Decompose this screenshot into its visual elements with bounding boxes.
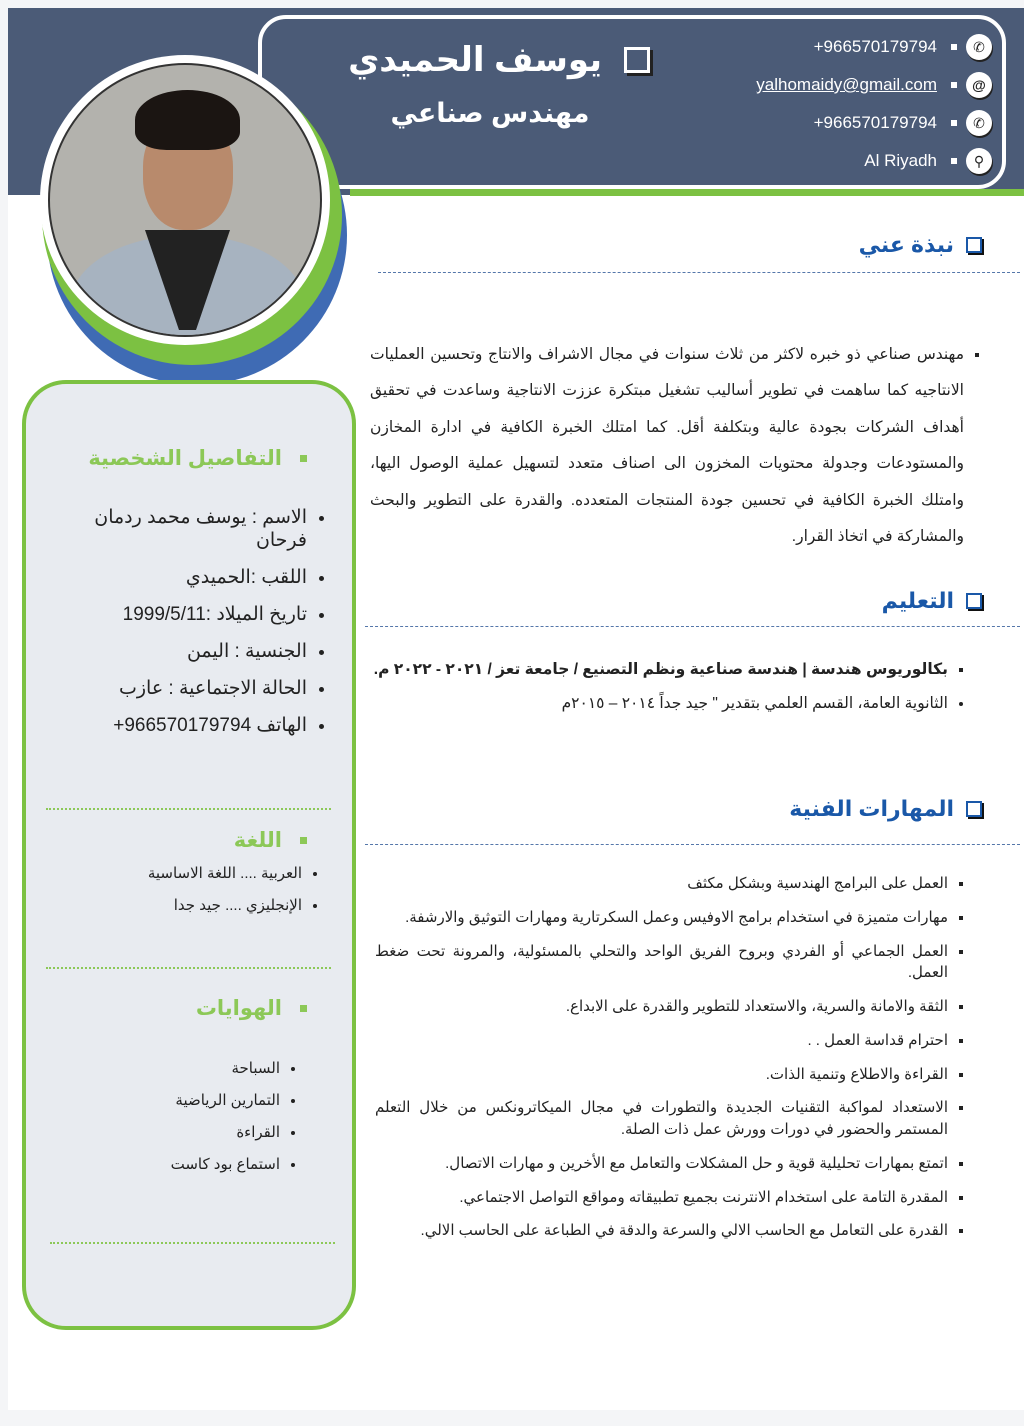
sidebar: [22, 380, 356, 1330]
skill-item: ▪ المقدرة التامة على استخدام الانترنت بجميع تطبيقاته ومواقع التواصل الاجتماعي.: [375, 1187, 948, 1209]
hobbies-heading: [196, 996, 307, 1021]
dotted-divider: [46, 967, 331, 969]
heading-text: اللغة: [233, 829, 282, 852]
phone-icon: ✆: [966, 110, 992, 136]
heading-text: المهارات الفنية: [789, 796, 954, 821]
heading-text: نبذة عني: [858, 232, 954, 257]
hobby-item: • القراءة: [60, 1123, 280, 1141]
skill-item: ▪ العمل على البرامج الهندسية وبشكل مكثف: [375, 873, 948, 895]
personal-detail-item: • اللقب :الحميدي: [67, 566, 307, 589]
bullet-icon: [300, 837, 307, 844]
contact-text: Al Riyadh: [864, 151, 937, 170]
job-title: مهندس صناعي: [390, 98, 590, 128]
contact-row: [692, 28, 992, 66]
hobbies-list: [60, 1059, 280, 1187]
personal-detail-item: • تاريخ الميلاد :1999/5/11: [67, 603, 307, 626]
contact-text: +966570179794: [813, 113, 937, 132]
checkbox-square-icon: [624, 47, 650, 73]
bullet-icon: [951, 158, 957, 164]
education-item: • الثانوية العامة، القسم العلمي بتقدير " جيد جداً ٢٠١٤ – ٢٠١٥م: [365, 693, 948, 715]
language-heading: [234, 828, 307, 853]
contact-list: [692, 28, 992, 180]
personal-details-heading: [88, 446, 307, 471]
checkbox-square-icon: [966, 237, 982, 253]
education-item: ▪ بكالوريوس هندسة | هندسة صناعية ونظم التصنيع / جامعة تعز / ٢٠٢١ - ٢٠٢٢ م.: [365, 659, 948, 681]
heading-text: التفاصيل الشخصية: [88, 447, 282, 470]
skill-item: ▪ اتمتع بمهارات تحليلية قوية و حل المشكلات والتعامل مع الأخرين و مهارات الاتصال.: [375, 1153, 948, 1175]
personal-detail-item: • الاسم : يوسف محمد ردمان فرحان: [67, 506, 307, 552]
at-icon: @: [966, 72, 992, 98]
contact-row: [692, 66, 992, 104]
personal-detail-item: • الهاتف 966570179794+: [67, 714, 307, 737]
name-heading: [330, 40, 650, 80]
personal-list: [67, 506, 307, 751]
language-item: • الإنجليزي .... جيد جدا: [62, 896, 302, 914]
personal-detail-item: • الجنسية : اليمن: [67, 640, 307, 663]
contact-text: +966570179794: [813, 37, 937, 56]
language-item: • العربية .... اللغة الاساسية: [62, 864, 302, 882]
bullet-icon: [300, 455, 307, 462]
skill-item: ▪ القدرة على التعامل مع الحاسب الالي والسرعة والدقة في الطباعة على الحاسب الالي.: [375, 1220, 948, 1242]
about-section: [370, 232, 990, 568]
skill-item: ▪ الاستعداد لمواكبة التقنيات الجديدة والتطورات في مجال الميكاترونكس من خلال التعلم المستمر والحضور في دورات وورش عمل ذات الصلة.: [375, 1097, 948, 1141]
green-divider: [350, 189, 1024, 196]
education-section: [365, 588, 1020, 726]
heading-text: التعليم: [881, 588, 954, 613]
hobby-item: • السباحة: [60, 1059, 280, 1077]
heading-text: الهوايات: [195, 997, 282, 1020]
checkbox-square-icon: [966, 801, 982, 817]
skills-heading: [365, 796, 1020, 822]
contact-row: [692, 142, 992, 180]
hobby-item: • التمارين الرياضية: [60, 1091, 280, 1109]
education-heading: [365, 588, 1020, 614]
checkbox-square-icon: [966, 593, 982, 609]
skill-item: ▪ العمل الجماعي أو الفردي وبروح الفريق الواحد والتحلي بالمسئولية، والمرونة تحت ضغط العمل.: [375, 941, 948, 985]
skill-item: ▪ مهارات متميزة في استخدام برامج الاوفيس وعمل السكرتارية ومهارات التوثيق والارشفة.: [375, 907, 948, 929]
skill-item: ▪ الثقة والامانة والسرية، والاستعداد للتطوير والقدرة على الابداع.: [375, 996, 948, 1018]
email-link[interactable]: yalhomaidy@gmail.com: [756, 75, 937, 94]
name-text: يوسف الحميدي: [348, 41, 602, 79]
skill-item: ▪ القراءة والاطلاع وتنمية الذات.: [375, 1064, 948, 1086]
about-heading: [370, 232, 990, 258]
bullet-icon: [951, 82, 957, 88]
skills-section: [365, 796, 1020, 1254]
skill-item: ▪ احترام قداسة العمل . .: [375, 1030, 948, 1052]
bullet-icon: [951, 120, 957, 126]
phone-icon: ✆: [966, 34, 992, 60]
about-text: ▪ مهندس صناعي ذو خبره لاكثر من ثلاث سنوات في مجال الاشراف والانتاج وتحسين العمليات الانتاجيه كما ساهمت في تطوير أساليب تشغيل مبتكرة عززت الانتاجية وساعدت في تحقيق أهداف الشركات بجودة عالية وبتكلفة أقل. كما امتلك الخبرة الكافية في ادارة المخازن والمستودعات وجدولة محتويات المخزون الى اصناف متعدد لتسهيل عملية الوصول اليها، وامتلك الخبرة الكافية في تحسين جودة المنتجات المتعدده. والقدرة على التطوير والبحث والمشاركة في اتخاذ القرار.: [370, 337, 964, 556]
contact-row: [692, 104, 992, 142]
location-pin-icon: ⚲: [966, 148, 992, 174]
bullet-icon: [951, 44, 957, 50]
personal-detail-item: • الحالة الاجتماعية : عازب: [67, 677, 307, 700]
profile-photo: [40, 55, 330, 345]
language-list: [62, 864, 302, 928]
bullet-icon: [300, 1005, 307, 1012]
hobby-item: • استماع بود كاست: [60, 1155, 280, 1173]
dotted-divider: [50, 1242, 335, 1244]
dotted-divider: [46, 808, 331, 810]
